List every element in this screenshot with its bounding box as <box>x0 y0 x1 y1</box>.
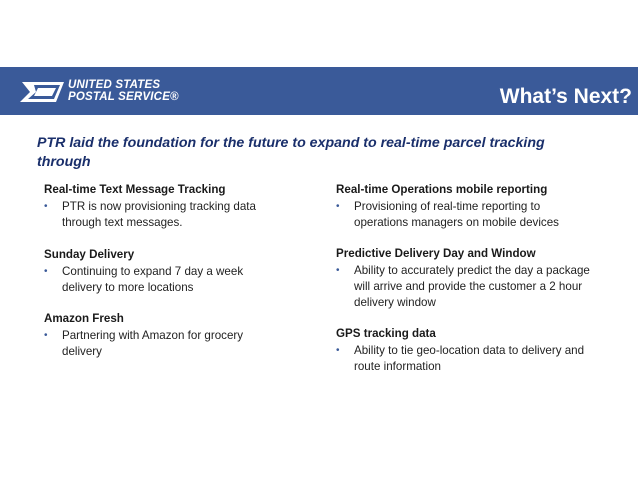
bullet-item <box>44 264 284 296</box>
bullet-text: Ability to accurately predict the day a package will arrive and provide the customer a 2 hour delivery window <box>354 264 590 309</box>
section <box>44 182 284 231</box>
bullet-text: Provisioning of real-time reporting to operations managers on mobile devices <box>354 200 559 229</box>
logo-line-2: POSTAL SERVICE® <box>68 91 179 103</box>
section <box>336 182 596 231</box>
right-column <box>336 182 596 375</box>
bullet-icon: • <box>44 330 48 341</box>
logo-line-1: UNITED STATES <box>68 79 161 91</box>
section-heading: Amazon Fresh <box>44 312 124 325</box>
section-heading: Predictive Delivery Day and Window <box>336 247 536 260</box>
bullet-icon: • <box>336 265 340 276</box>
section <box>44 311 284 360</box>
bullet-icon: • <box>44 201 48 212</box>
bullet-text: Continuing to expand 7 day a week delivery to more locations <box>62 265 244 294</box>
section <box>44 247 284 296</box>
section <box>336 246 596 311</box>
bullet-text: PTR is now provisioning tracking data through text messages. <box>62 200 256 229</box>
bullet-icon: • <box>44 266 48 277</box>
bullet-item <box>44 199 284 231</box>
usps-logo-text <box>68 79 179 103</box>
bullet-item <box>336 199 596 231</box>
bullet-item <box>44 328 284 360</box>
slide-title: What’s Next? <box>499 85 632 108</box>
bullet-item <box>336 263 596 311</box>
bullet-icon: • <box>336 201 340 212</box>
section <box>336 326 596 375</box>
bullet-item <box>336 343 596 375</box>
bullet-icon: • <box>336 345 340 356</box>
section-heading: Real-time Text Message Tracking <box>44 183 226 196</box>
section-heading: Sunday Delivery <box>44 248 135 261</box>
section-heading: Real-time Operations mobile reporting <box>336 183 548 196</box>
left-column <box>44 182 284 360</box>
bullet-text: Ability to tie geo-location data to delivery and route information <box>354 344 585 373</box>
slide-subtitle: PTR laid the foundation for the future to expand to real-time parcel tracking through <box>37 135 545 170</box>
section-heading: GPS tracking data <box>336 327 436 340</box>
bullet-text: Partnering with Amazon for grocery delivery <box>62 329 244 358</box>
